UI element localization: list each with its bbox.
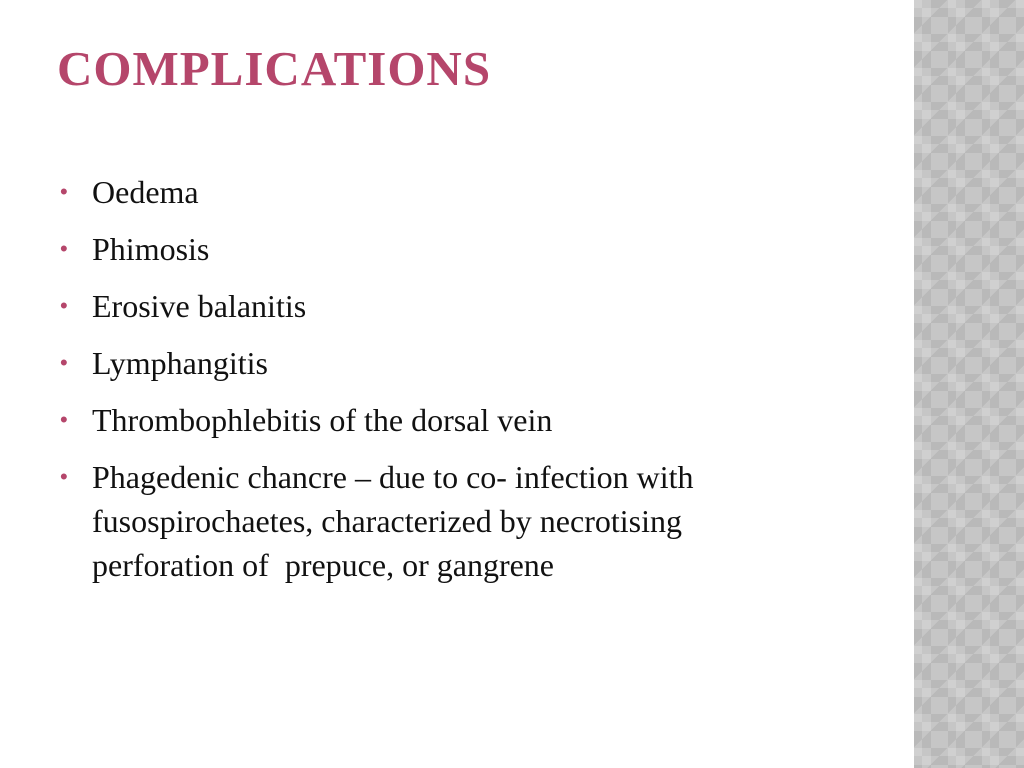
list-item <box>60 284 820 328</box>
list-item <box>60 341 820 385</box>
bullet-icon: • <box>60 350 68 375</box>
bullet-text: Erosive balanitis <box>92 288 307 324</box>
bullet-text: Phimosis <box>92 231 210 267</box>
bullet-text: Lymphangitis <box>92 345 268 381</box>
bullet-icon: • <box>60 236 68 261</box>
side-band-decoration <box>914 0 1024 768</box>
bullet-icon: • <box>60 293 68 318</box>
bullet-icon: • <box>60 407 68 432</box>
bullet-text: Oedema <box>92 174 199 210</box>
list-item <box>60 227 820 271</box>
bullet-list <box>60 170 820 600</box>
slide-title: COMPLICATIONS <box>57 41 492 96</box>
bullet-icon: • <box>60 464 68 489</box>
bullet-icon: • <box>60 179 68 204</box>
list-item <box>60 398 820 442</box>
list-item <box>60 170 820 214</box>
list-item <box>60 455 820 587</box>
bullet-text: Thrombophlebitis of the dorsal vein <box>92 402 553 438</box>
bullet-text: Phagedenic chancre – due to co- infection with fusospirochaetes, characterized by necrotising perforation of prepuce, or gangrene <box>92 459 702 583</box>
